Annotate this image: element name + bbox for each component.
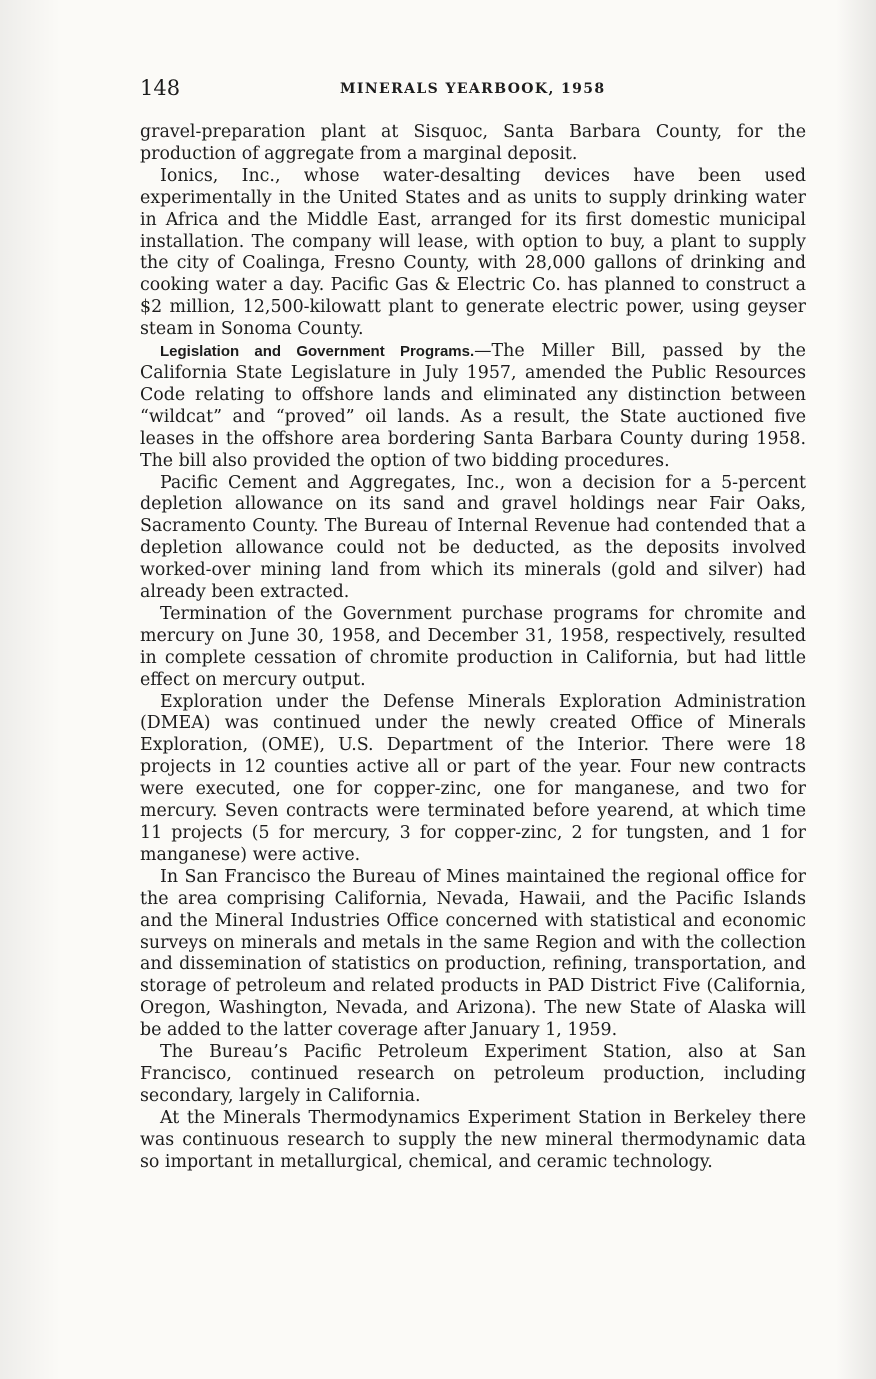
running-title: MINERALS YEARBOOK, 1958 bbox=[340, 81, 606, 97]
paragraph-text: In San Francisco the Bureau of Mines maintained the regional office for the area comprising California, Nevada, Hawaii, and the Pacific Islands and the Mineral Industries Office concerned with statistical and economic surveys on minerals and metals in the same Region and with the collection and dissemination of statistics on production, refining, transportation, and storage of petroleum and related products in PAD District Five (California, Oregon, Washington, Nevada, and Arizona). The new State of Alaska will be added to the latter coverage after January 1, 1959. bbox=[140, 866, 806, 1041]
section-heading: Legislation and Government Programs. bbox=[160, 343, 475, 361]
paragraph-continuation bbox=[140, 122, 806, 166]
paragraph-san-francisco-office bbox=[140, 867, 806, 1042]
paragraph-text: Exploration under the Defense Minerals Exploration Administration (DMEA) was continued under the newly created Office of Minerals Exploration, (OME), U.S. Department of the Interior. There were 18 projects in 12 counties active all or part of the year. Four new contracts were executed, one for copper-zinc, one for manganese, and two for mercury. Seven contracts were terminated before yearend, at which time 11 projects (5 for mercury, 3 for copper-zinc, 2 for tungsten, and 1 for manganese) were active. bbox=[140, 691, 806, 865]
paragraph-thermodynamics-station bbox=[140, 1108, 806, 1174]
paragraph-text: Ionics, Inc., whose water-desalting devices have been used experimentally in the United States and as units to supply drinking water in Africa and the Middle East, arranged for its first domestic municipal installation. The company will lease, with option to buy, a plant to supply the city of Coalinga, Fresno County, with 28,000 gallons of drinking and cooking water a day. Pacific Gas & Electric Co. has planned to construct a $2 million, 12,500-kilowatt plant to generate electric power, using geyser steam in Sonoma County. bbox=[140, 165, 806, 340]
paragraph-legislation bbox=[140, 341, 806, 472]
scan-edge-right bbox=[836, 0, 876, 1379]
paragraph-text: —The Miller Bill, passed by the California State Legislature in July 1957, amended the Public Resources Code relating to offshore lands and eliminated any distinction between “wildcat” and “proved” oil lands. As a result, the State auctioned five leases in the offshore area bordering Santa Barbara County during 1958. The bill also provided the option of two bidding procedures. bbox=[140, 341, 806, 471]
paragraph-text: gravel-preparation plant at Sisquoc, Santa Barbara County, for the production of aggregate from a marginal deposit. bbox=[140, 122, 806, 164]
paragraph-ionics bbox=[140, 166, 806, 341]
paragraph-exploration bbox=[140, 692, 806, 867]
page-number: 148 bbox=[140, 76, 181, 100]
running-head bbox=[140, 74, 806, 104]
body-text bbox=[140, 122, 806, 1174]
paragraph-pacific-cement bbox=[140, 473, 806, 604]
scan-edge-left bbox=[0, 0, 60, 1379]
paragraph-text: Termination of the Government purchase programs for chromite and mercury on June 30, 1958, and December 31, 1958, respectively, resulted in complete cessation of chromite production in California, but had little effect on mercury output. bbox=[140, 603, 806, 690]
paragraph-petroleum-station bbox=[140, 1042, 806, 1108]
paragraph-text: At the Minerals Thermodynamics Experiment Station in Berkeley there was continuous research to supply the new mineral thermodynamic data so important in metallurgical, chemical, and ceramic technology. bbox=[140, 1107, 806, 1172]
paragraph-text: Pacific Cement and Aggregates, Inc., won a decision for a 5-percent depletion allowance on its sand and gravel holdings near Fair Oaks, Sacramento County. The Bureau of Internal Revenue had contended that a depletion allowance could not be deducted, as the deposits involved worked-over mining land from which its minerals (gold and silver) had already been extracted. bbox=[140, 472, 806, 603]
paragraph-purchase-programs bbox=[140, 604, 806, 692]
paragraph-text: The Bureau’s Pacific Petroleum Experiment Station, also at San Francisco, continued research on petroleum production, including secondary, largely in California. bbox=[140, 1042, 806, 1106]
